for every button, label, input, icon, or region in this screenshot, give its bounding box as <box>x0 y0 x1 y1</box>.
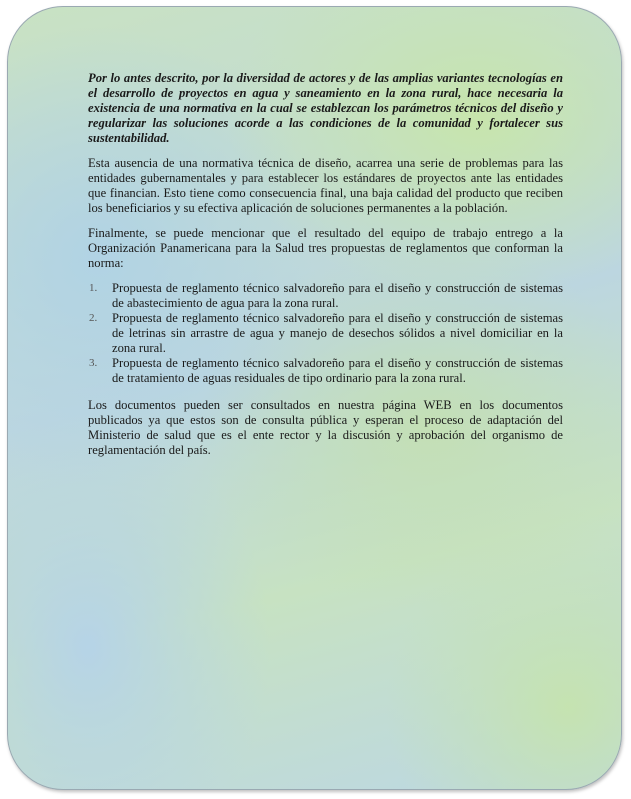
proposals-list <box>88 281 563 386</box>
list-item <box>88 281 563 311</box>
list-item-text: Propuesta de reglamento técnico salvadoreño para el diseño y construcción de sistemas de letrinas sin arrastre de agua y manejo de desechos sólidos a nivel domiciliar en la zona rural. <box>112 311 563 355</box>
list-item <box>88 311 563 356</box>
paragraph-resultado: Finalmente, se puede mencionar que el resultado del equipo de trabajo entrego a la Organización Panamericana para la Salud tres propuestas de reglamentos que conforman la norma: <box>88 226 563 270</box>
list-item-text: Propuesta de reglamento técnico salvadoreño para el diseño y construcción de sistemas de tratamiento de aguas residuales de tipo ordinario para la zona rural. <box>112 356 563 385</box>
paragraph-normativa: Esta ausencia de una normativa técnica de diseño, acarrea una serie de problemas para las entidades gubernamentales y para establecer los estándares de proyectos ante las entidades que financian. Esto tiene como consecuencia final, una baja calidad del producto que reciben los beneficiarios y su efectiva aplicación de soluciones permanentes a la población. <box>88 156 563 215</box>
document-card <box>7 6 622 790</box>
list-number: 3. <box>89 357 98 369</box>
list-number: 1. <box>89 282 98 294</box>
paragraph-documentos: Los documentos pueden ser consultados en nuestra página WEB en los documentos publicados ya que estos son de consulta pública y esperan el proceso de adaptación del Ministerio de salud que es el ente rector y la discusión y aprobación del organismo de reglamentación del país. <box>88 398 563 457</box>
list-item-text: Propuesta de reglamento técnico salvadoreño para el diseño y construcción de sistemas de abastecimiento de agua para la zona rural. <box>112 281 563 310</box>
list-item <box>88 356 563 386</box>
document-content <box>88 71 563 468</box>
lead-paragraph: Por lo antes descrito, por la diversidad de actores y de las amplias variantes tecnologías en el desarrollo de proyectos en agua y saneamiento en la zona rural, hace necesaria la existencia de una normativa en la cual se establezcan los parámetros técnicos del diseño y regularizar las soluciones acorde a las condiciones de la comunidad y fortalecer sus sustentabilidad. <box>88 71 563 145</box>
list-number: 2. <box>89 312 98 324</box>
